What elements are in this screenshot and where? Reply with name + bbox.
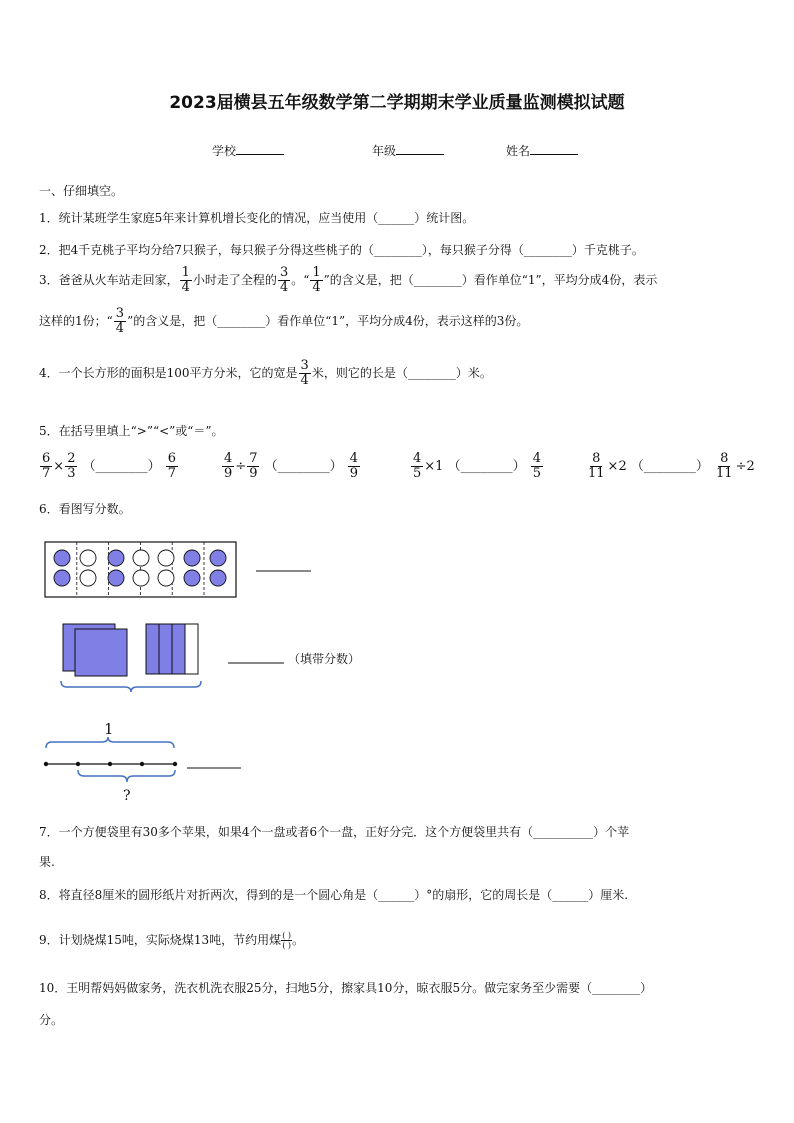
fraction: $\frac{3}{4}$: [115, 306, 125, 336]
name-label: 姓名: [506, 144, 531, 158]
q3-text-6: ”的含义是，把（________）看作单位“1”，平均分成4份，表示这样的3份。: [127, 314, 529, 328]
compare-blank: （________）: [630, 459, 709, 474]
question-6: 6．看图写分数。: [39, 502, 131, 516]
q9-text-2: 。: [291, 933, 304, 947]
circles-figure: [44, 541, 316, 599]
name-blank: [530, 142, 578, 155]
school-field: [212, 142, 284, 159]
q3-text-4: ”的含义是，把（________）看作单位“1”，平均分成4份，表示: [323, 273, 658, 287]
compare-item-4: $\frac{8}{11}$ ×2 （________） $\frac{8}{11}$ ÷2: [588, 451, 755, 481]
compare-blank: （________）: [264, 459, 343, 474]
compare-item-1: $\frac{6}{7}$ × $\frac{2}{3}$ （________） $\frac{6}{7}$: [42, 451, 177, 481]
blank-fraction: ( ) ( ): [282, 931, 291, 950]
page-title: 2023届横县五年级数学第二学期期末学业质量监测模拟试题: [169, 93, 625, 113]
question-4: [39, 359, 492, 388]
answer-blank-2: [228, 660, 288, 666]
grade-label: 年级: [372, 144, 397, 158]
question-7-line-2: 果.: [39, 855, 55, 869]
q3-text-1: 3．爸爸从火车站走回家，: [39, 273, 179, 287]
question-8: 8．将直径8厘米的圆形纸片对折两次，得到的是一个圆心角是（______）°的扇形，它的周长是（______）厘米.: [39, 888, 629, 902]
number-line-figure: [40, 736, 245, 788]
fraction: $\frac{1}{4}$: [181, 265, 190, 295]
fraction: $\frac{3}{4}$: [300, 358, 309, 388]
question-10-line-1: 10．王明帮妈妈做家务，洗衣机洗衣服25分，扫地5分，擦家具10分，晾衣服5分。做完家务至少需要（________）: [39, 981, 653, 995]
name-field: [506, 142, 578, 159]
school-label: 学校: [212, 144, 237, 158]
grade-field: [372, 142, 444, 159]
question-7-line-1: 7．一个方便袋里有30多个苹果，如果4个一盘或者6个一盘，正好分完．这个方便袋里共有（__________）个苹: [39, 825, 630, 839]
fraction: $\frac{1}{4}$: [312, 265, 321, 295]
q3-text-5: 这样的1份；“: [39, 314, 113, 328]
fraction: $\frac{3}{4}$: [279, 265, 289, 295]
compare-item-3: $\frac{4}{5}$ ×1 （________） $\frac{4}{5}$: [413, 451, 542, 481]
compare-blank: （________）: [447, 459, 526, 474]
squares-figure: [58, 621, 228, 693]
question-3-line-2: [39, 307, 528, 336]
segment-bottom-label: ?: [123, 788, 131, 804]
q9-text-1: 9．计划烧煤15吨，实际烧煤13吨，节约用煤: [39, 933, 282, 947]
q3-text-2: 小时走了全程的: [192, 273, 277, 287]
question-9: [39, 931, 304, 950]
q3-text-3: 。“: [291, 273, 310, 287]
question-2: 2．把4千克桃子平均分给7只猴子，每只猴子分得这些桃子的（________），每只猴子分得（________）千克桃子。: [39, 243, 644, 257]
mixed-number-note: （填带分数）: [288, 652, 361, 666]
question-10-line-2: 分。: [39, 1013, 64, 1027]
question-5: 5．在括号里填上“>”“<”或“＝”。: [39, 424, 224, 438]
q4-text-1: 4．一个长方形的面积是100平方分米，它的宽是: [39, 366, 298, 380]
grade-blank: [396, 142, 444, 155]
compare-blank: （________）: [82, 459, 161, 474]
q4-text-2: 米，则它的长是（________）米。: [311, 366, 492, 380]
question-3-line-1: [39, 266, 657, 295]
section-heading: 一、仔细填空。: [39, 184, 124, 198]
segment-top-label: 1: [104, 720, 114, 738]
question-1: 1．统计某班学生家庭5年来计算机增长变化的情况，应当使用（______）统计图。: [39, 211, 475, 225]
school-blank: [236, 142, 284, 155]
compare-item-2: $\frac{4}{9}$ ÷ $\frac{7}{9}$ （________） $\frac{4}{9}$: [224, 451, 359, 481]
